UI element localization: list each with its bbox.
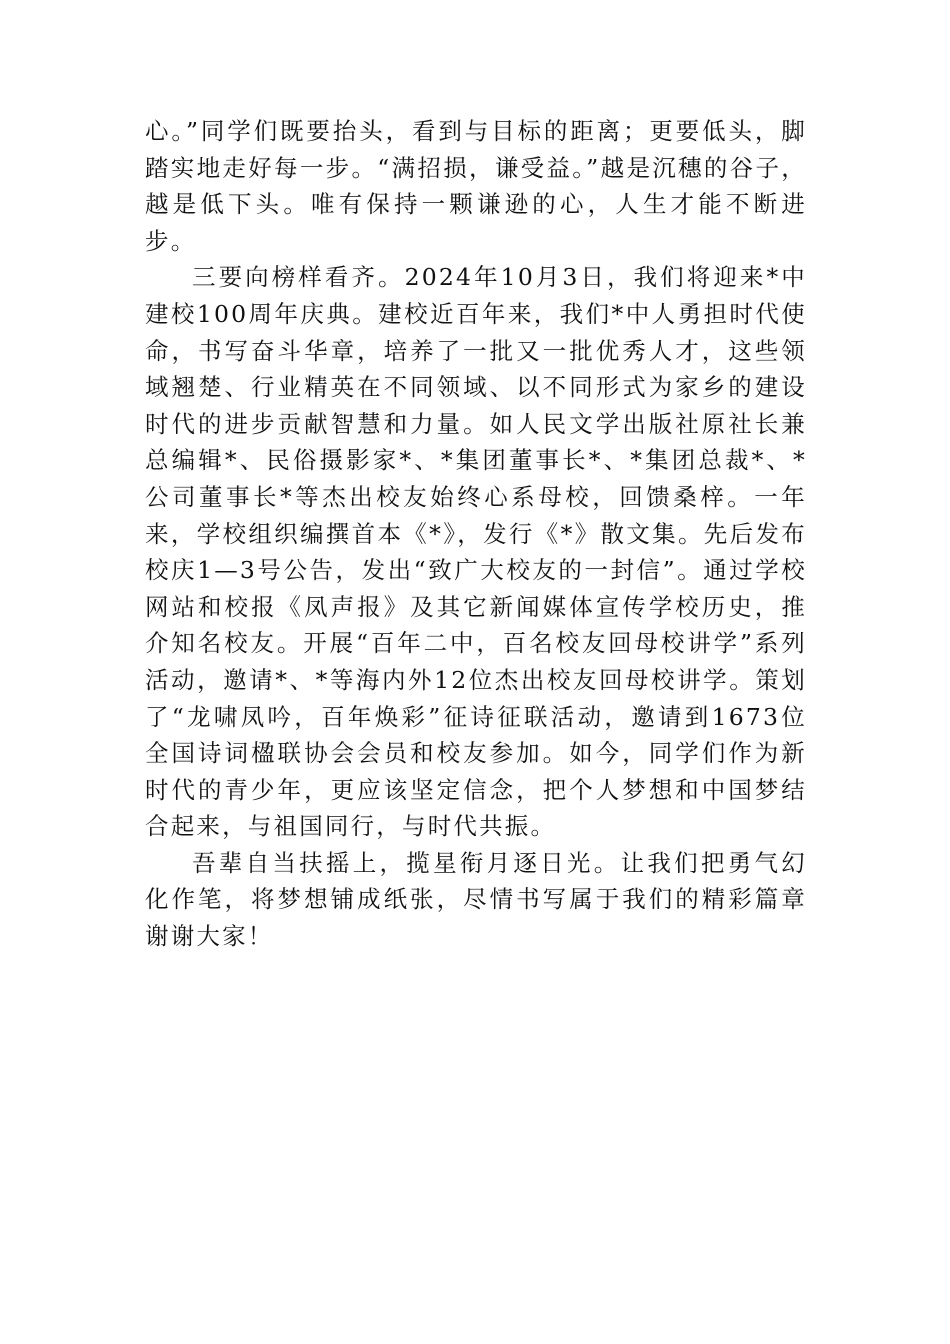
paragraph-closing: 吾辈自当扶摇上，揽星衔月逐日光。让我们把勇气幻化作笔，将梦想铺成纸张，尽情书写属于我们的精彩篇章谢谢大家！ (145, 848, 807, 951)
document-body (145, 113, 807, 955)
paragraph-role-models: 三要向榜样看齐。2024年10月3日，我们将迎来*中建校100周年庆典。建校近百年来，我们*中人勇担时代使命，书写奋斗华章，培养了一批又一批优秀人才，这些领域翘楚、行业精英在不同领域、以不同形式为家乡的建设时代的进步贡献智慧和力量。如人民文学出版社原社长兼总编辑*、民俗摄影家*、*集团董事长*、*集团总裁*、*公司董事长*等杰出校友始终心系母校，回馈桑梓。一年来，学校组织编撰首本《*》，发行《*》散文集。先后发布校庆1—3号公告，发出“致广大校友的一封信”。通过学校网站和校报《凤声报》及其它新闻媒体宣传学校历史，推介知名校友。开展“百年二中，百名校友回母校讲学”系列活动，邀请*、*等海内外12位杰出校友回母校讲学。策划了“龙啸凤吟，百年焕彩”征诗征联活动，邀请到1673位全国诗词楹联协会会员和校友参加。如今，同学们作为新时代的青少年，更应该坚定信念，把个人梦想和中国梦结合起来，与祖国同行，与时代共振。 (145, 263, 807, 841)
paragraph-continuation: 心。”同学们既要抬头，看到与目标的距离；更要低头，脚踏实地走好每一步。“满招损，谦受益。”越是沉穗的谷子，越是低下头。唯有保持一颗谦逊的心，人生才能不断进步。 (145, 117, 807, 255)
